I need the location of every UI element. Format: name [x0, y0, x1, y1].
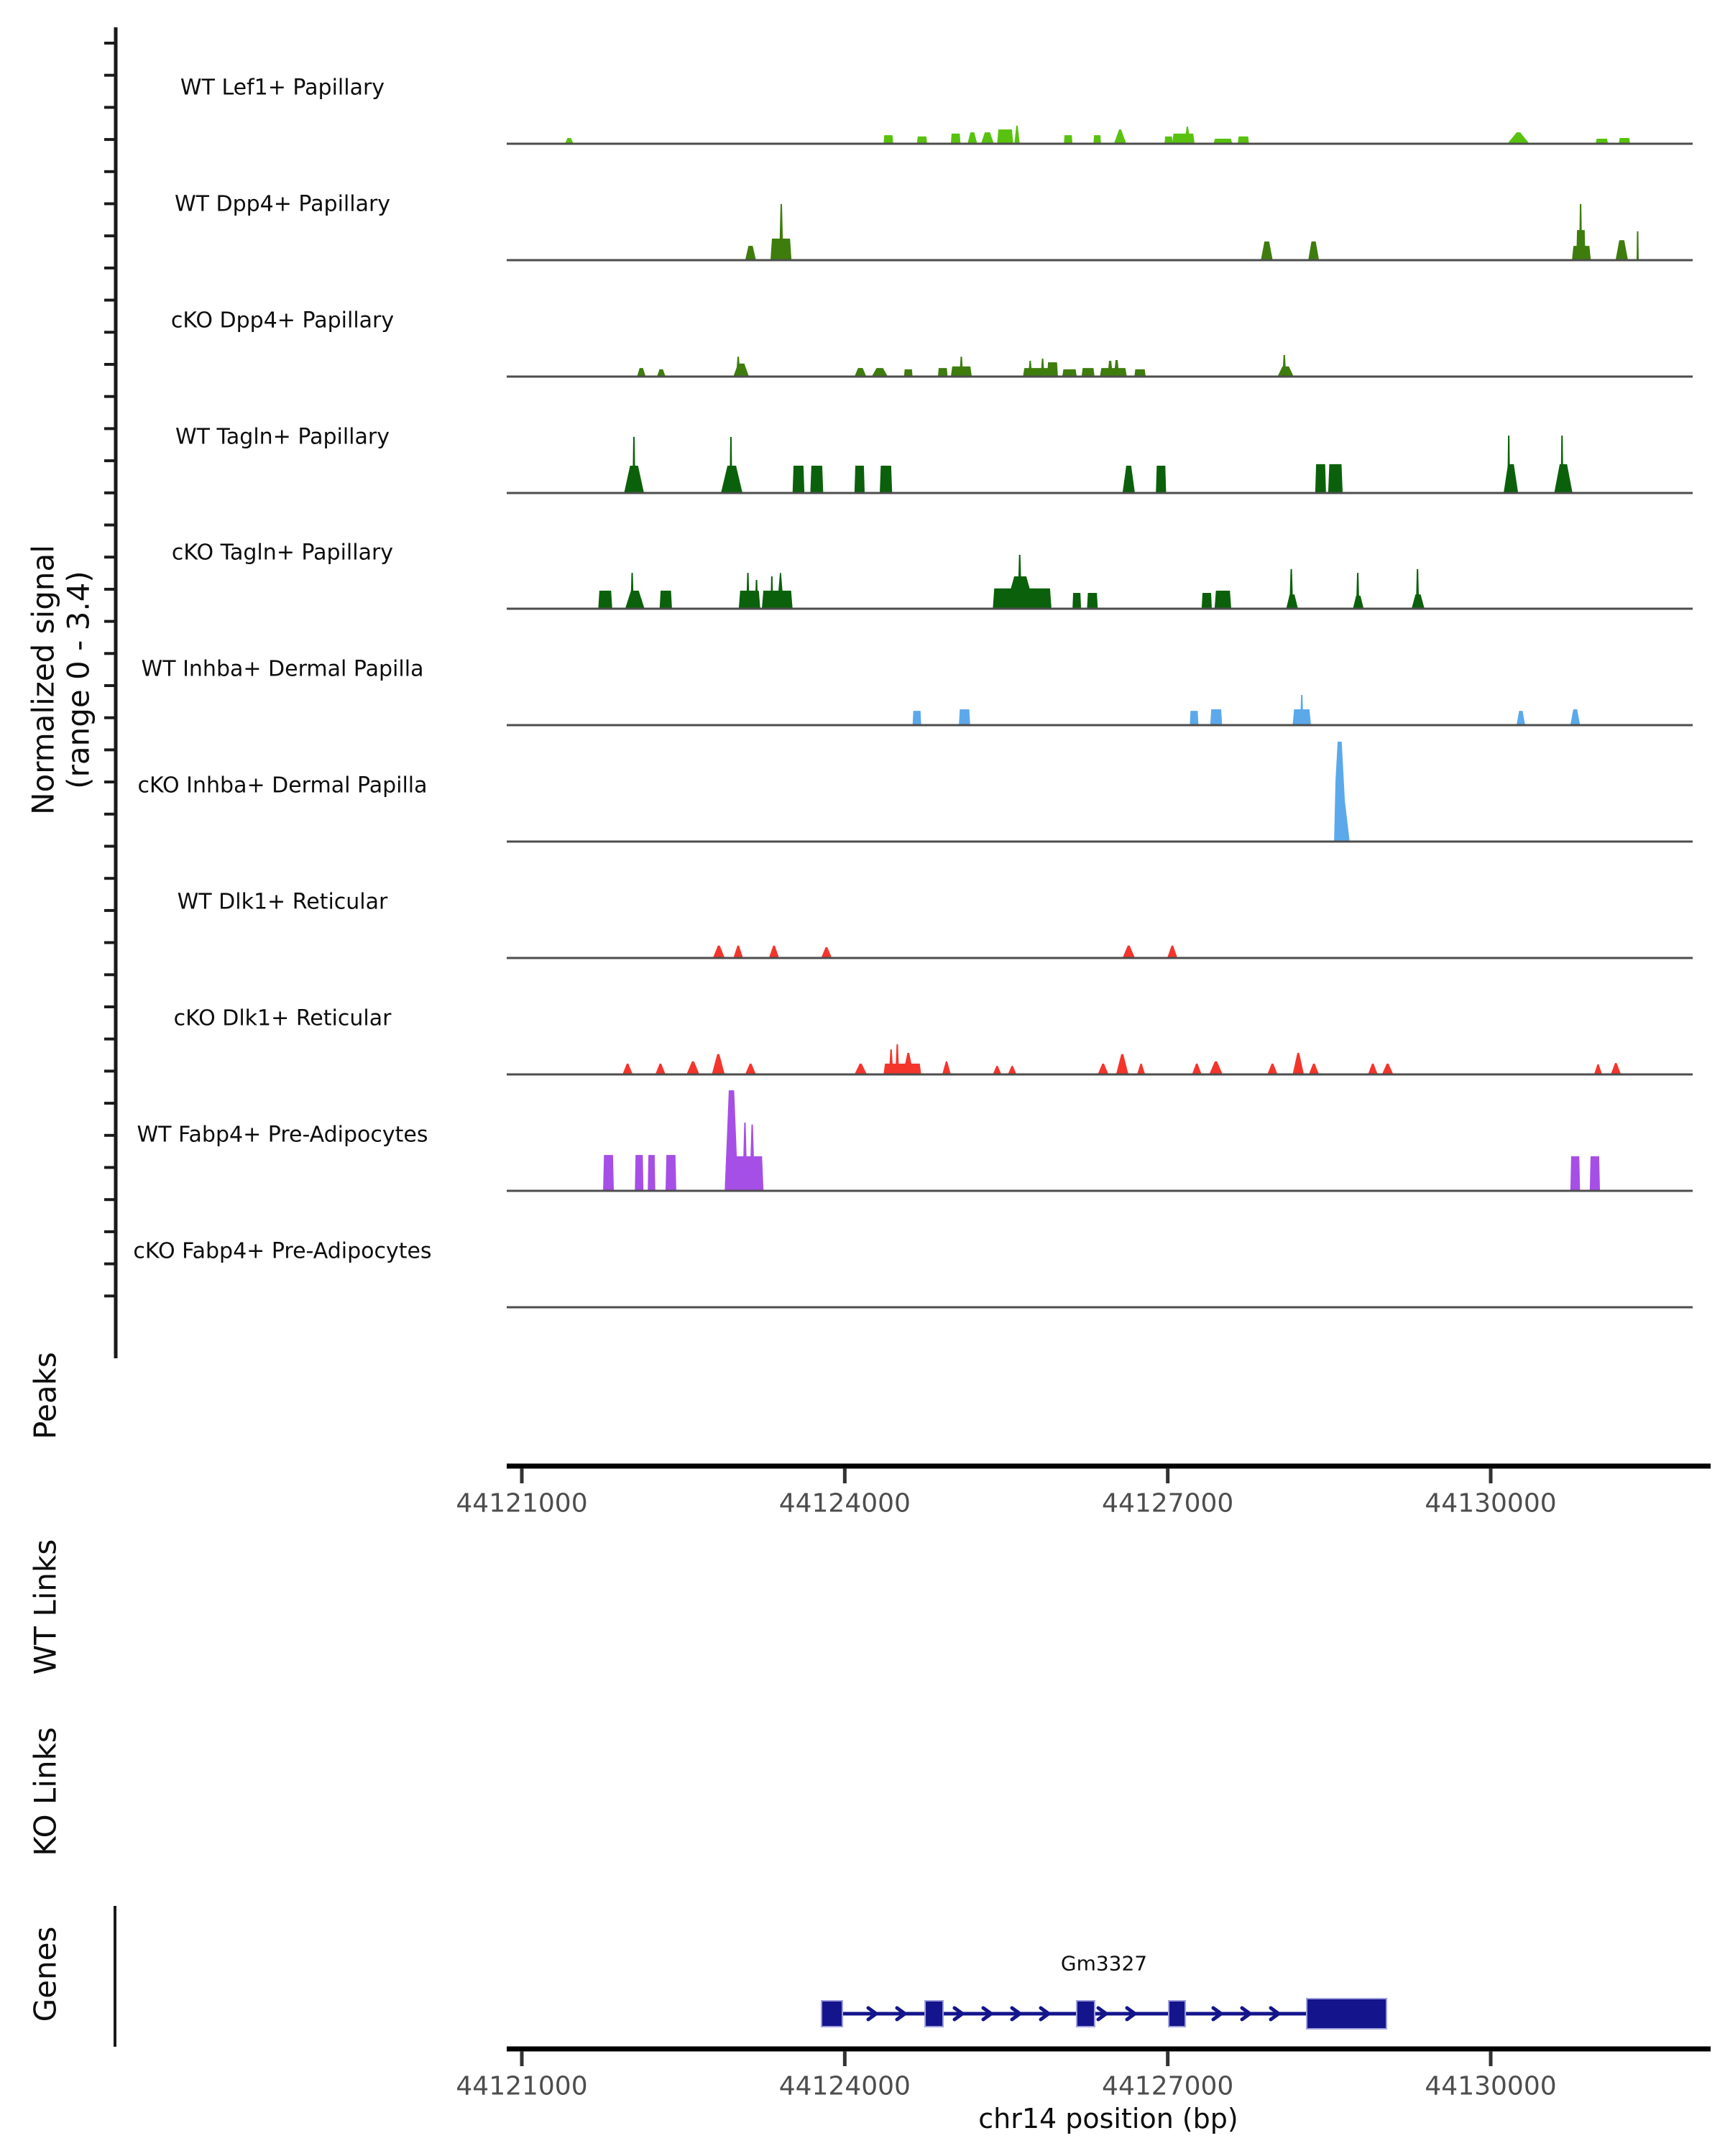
signal-peak — [724, 1090, 738, 1191]
signal-peak — [1611, 1063, 1621, 1074]
signal-peak — [1093, 135, 1100, 144]
coverage-track — [637, 355, 1294, 377]
signal-peak — [1064, 135, 1072, 144]
signal-peak — [810, 466, 823, 493]
signal-peak — [1190, 711, 1198, 725]
track-label: WT Lef1+ Papillary — [180, 75, 385, 101]
gene-name-label: Gm3327 — [1060, 1951, 1148, 1976]
signal-peak — [1560, 436, 1563, 493]
signal-peak — [635, 1155, 643, 1191]
ruler-tick-label: 44130000 — [1425, 1488, 1557, 1519]
signal-peak — [951, 134, 960, 144]
signal-peak — [1300, 695, 1303, 725]
track-label: WT Fabp4+ Pre-Adipocytes — [137, 1122, 428, 1148]
signal-peak — [657, 369, 666, 377]
coverage-track — [603, 1090, 1600, 1191]
signal-peak — [1014, 126, 1019, 144]
signal-peak — [1238, 137, 1249, 144]
signal-peak — [660, 591, 672, 609]
signal-peak — [1507, 436, 1510, 493]
signal-peak — [632, 437, 635, 493]
signal-peak — [1289, 569, 1293, 609]
coverage-track — [713, 946, 1177, 958]
signal-peak — [769, 946, 779, 958]
signal-peak — [733, 946, 742, 958]
signal-peak — [730, 437, 732, 493]
signal-peak — [733, 364, 749, 377]
signal-peak — [622, 1064, 632, 1074]
gene-exon — [1169, 2001, 1185, 2027]
y-axis-label-line1: Normalized signal — [25, 545, 61, 815]
signal-peak — [1579, 204, 1582, 260]
signal-peak — [1594, 1064, 1602, 1074]
signal-peak — [981, 132, 994, 144]
gene-exon — [1307, 1999, 1386, 2029]
signal-peak — [1308, 241, 1319, 260]
signal-peak — [880, 466, 892, 493]
signal-peak — [625, 591, 645, 609]
signal-peak — [896, 1044, 899, 1074]
signal-peak — [889, 1049, 893, 1074]
signal-peak — [1008, 1066, 1016, 1074]
signal-peak — [1087, 593, 1098, 609]
signal-peak — [746, 573, 749, 609]
ruler-tick-label: 44121000 — [456, 2071, 588, 2101]
signal-peak — [637, 368, 645, 377]
signal-peak — [1192, 1064, 1201, 1074]
signal-peak — [1517, 711, 1525, 725]
y-axis-label-line2: (range 0 - 3.4) — [60, 571, 96, 789]
signal-peak — [1202, 593, 1212, 609]
signal-peak — [1167, 946, 1177, 958]
track-label: WT Dpp4+ Papillary — [174, 191, 391, 217]
signal-peak — [1137, 1064, 1145, 1074]
coverage-track — [565, 126, 1630, 144]
coverage-track — [1334, 742, 1350, 842]
signal-peak — [855, 368, 866, 377]
track-label: WT Dlk1+ Reticular — [177, 889, 388, 915]
signal-peak — [821, 947, 832, 958]
signal-peak — [904, 369, 913, 377]
signal-peak — [686, 1061, 699, 1074]
signal-peak — [793, 466, 804, 493]
signal-peak — [913, 711, 921, 725]
signal-peak — [942, 1061, 951, 1074]
signal-peak — [1616, 240, 1628, 260]
signal-peak — [1328, 464, 1343, 493]
signal-peak — [1215, 591, 1231, 609]
section-label-ko-links: KO Links — [27, 1727, 63, 1856]
ruler-tick-label: 44130000 — [1425, 2071, 1557, 2101]
signal-peak — [993, 1066, 1001, 1074]
ruler-tick-label: 44121000 — [456, 1488, 588, 1519]
signal-peak — [770, 576, 773, 609]
track-label: cKO Fabp4+ Pre-Adipocytes — [133, 1238, 432, 1264]
signal-peak — [1261, 241, 1272, 260]
signal-peak — [603, 1155, 614, 1191]
signal-peak — [1210, 709, 1222, 725]
track-label: WT Tagln+ Papillary — [175, 424, 390, 450]
signal-peak — [648, 1155, 655, 1191]
signal-peak — [598, 591, 612, 609]
coverage-track — [622, 1044, 1621, 1074]
signal-peak — [1047, 362, 1058, 377]
signal-peak — [1382, 1064, 1394, 1074]
section-label-genes: Genes — [27, 1926, 63, 2022]
signal-peak — [1209, 1061, 1223, 1074]
coverage-track — [624, 436, 1573, 493]
signal-peak — [1368, 1064, 1377, 1074]
signal-peak — [712, 1054, 724, 1074]
ruler-tick-label: 44127000 — [1102, 1488, 1234, 1519]
signal-peak — [1504, 464, 1518, 493]
signal-peak — [1309, 1064, 1319, 1074]
gene-exon — [822, 2001, 842, 2027]
signal-peak — [1292, 1053, 1304, 1074]
track-label: cKO Dpp4+ Papillary — [170, 308, 395, 333]
signal-peak — [967, 132, 977, 144]
gene-exon — [925, 2001, 943, 2027]
signal-peak — [779, 204, 783, 260]
signal-peak — [1172, 134, 1195, 144]
coverage-track — [598, 555, 1425, 609]
signal-peak — [666, 1155, 676, 1191]
signal-peak — [1082, 368, 1095, 377]
signal-peak — [1062, 369, 1077, 377]
coverage-track — [745, 204, 1639, 260]
signal-peak — [1123, 946, 1135, 958]
section-label-peaks: Peaks — [27, 1352, 63, 1439]
signal-peak — [630, 573, 633, 609]
signal-peak — [745, 246, 756, 260]
signal-peak — [656, 1064, 666, 1074]
track-label: cKO Inhba+ Dermal Papilla — [137, 773, 428, 798]
signal-peak — [883, 135, 893, 144]
gene-exon — [1077, 2001, 1095, 2027]
ruler-tick-label: 44124000 — [778, 2071, 911, 2101]
signal-peak — [938, 368, 947, 377]
signal-peak — [1041, 359, 1044, 377]
signal-peak — [1100, 368, 1126, 377]
signal-peak — [917, 137, 927, 144]
signal-peak — [855, 1064, 867, 1074]
signal-peak — [1356, 573, 1359, 609]
ruler-tick-label: 44124000 — [778, 1488, 911, 1519]
track-label: WT Inhba+ Dermal Papilla — [141, 656, 424, 682]
signal-peak — [1123, 466, 1135, 493]
signal-peak — [1164, 137, 1172, 144]
signal-peak — [1570, 709, 1580, 725]
signal-peak — [1507, 132, 1530, 144]
x-axis-title: chr14 position (bp) — [978, 2103, 1238, 2134]
signal-peak — [1554, 464, 1572, 493]
signal-peak — [872, 368, 888, 377]
track-label: cKO Tagln+ Papillary — [171, 540, 394, 566]
signal-peak — [1315, 464, 1326, 493]
signal-peak — [1114, 129, 1126, 144]
signal-peak — [1637, 231, 1639, 260]
signal-peak — [1590, 1156, 1600, 1191]
signal-peak — [1116, 1054, 1128, 1074]
signal-peak — [745, 1064, 756, 1074]
section-label-wt-links: WT Links — [27, 1539, 63, 1675]
signal-peak — [1156, 466, 1166, 493]
ruler-tick-label: 44127000 — [1102, 2071, 1234, 2101]
signal-peak — [1072, 593, 1081, 609]
signal-peak — [1134, 369, 1146, 377]
coverage-track — [913, 695, 1581, 725]
signal-peak — [713, 946, 724, 958]
signal-peak — [959, 709, 970, 725]
signal-peak — [1282, 355, 1286, 377]
track-label: cKO Dlk1+ Reticular — [173, 1005, 392, 1031]
signal-peak — [1334, 742, 1350, 842]
signal-peak — [855, 466, 865, 493]
signal-peak — [1098, 1064, 1108, 1074]
signal-peak — [1267, 1064, 1277, 1074]
signal-peak — [1570, 1156, 1580, 1191]
signal-peak — [997, 129, 1013, 144]
signal-peak — [755, 580, 758, 609]
signal-peak — [1416, 569, 1419, 609]
